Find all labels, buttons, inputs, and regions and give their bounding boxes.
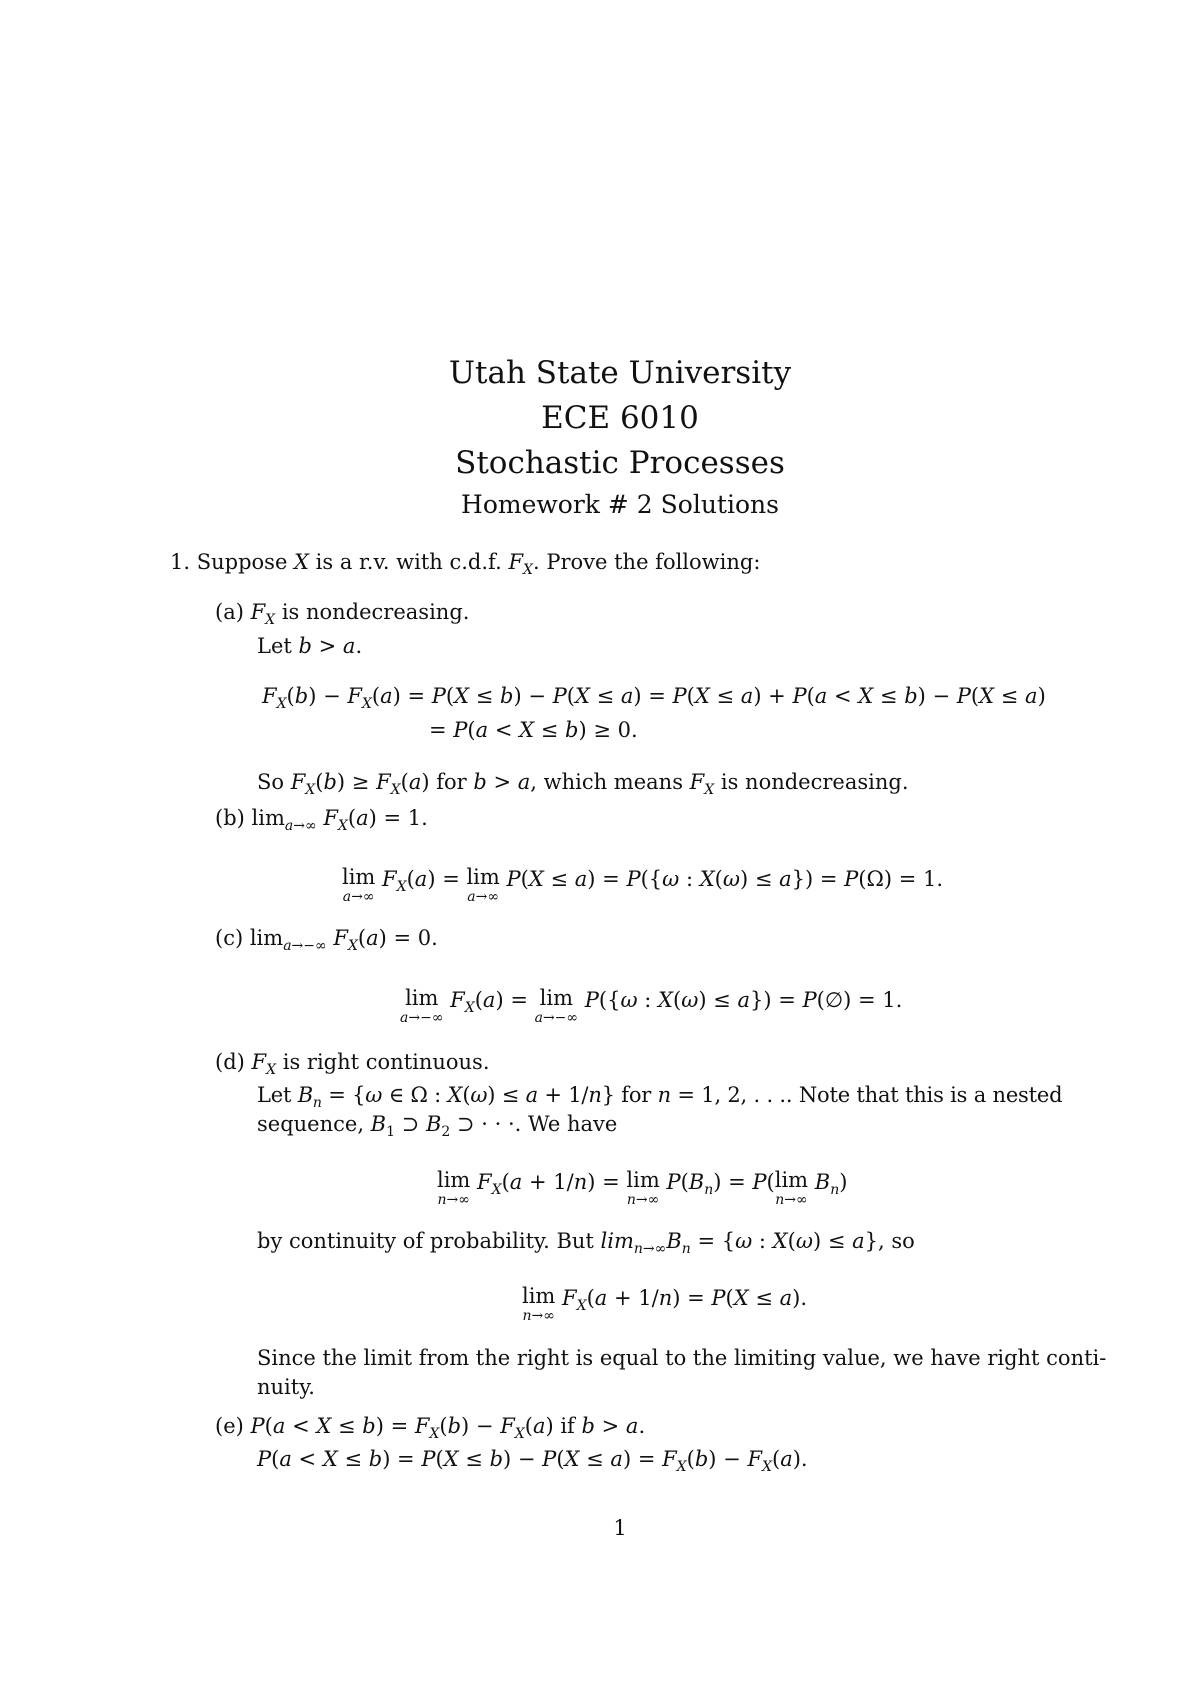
part-e-claim: (e) $P(a < X \le b) = F_X(b) - F_X(a)$ if b > a. [215, 1414, 646, 1443]
part-e-label: (e) [215, 1414, 244, 1438]
part-a-claim: (a) $F_X$ is nondecreasing. [215, 600, 470, 629]
page-number: 1 [613, 1516, 627, 1540]
part-d-claim: (d) $F_X$ is right continuous. [215, 1050, 490, 1079]
part-c-claim: (c) $\lim_{a\to-\infty} F_X(a) = 0$. [215, 926, 438, 955]
part-d-equation2: lim n→∞ $F_X(a + 1/n) = P(X \le a)$. [522, 1284, 808, 1324]
part-d-let-line2: sequence, $B_1$ ⊃ $B_2$ ⊃ · · ·. We have [257, 1112, 618, 1141]
part-a-conclusion: So $F_X(b) \ge F_X(a)$ for b > a, which means $F_X$ is nondecreasing. [257, 770, 909, 799]
part-b-equation: lim a→∞ $F_X(a) = \lim$ a→∞ P(X ≤ a) = P({ω : X(ω) ≤ a}) = P(Ω) = 1. [342, 865, 944, 905]
part-d-middle: by continuity of probability. But $\lim_{n\to\infty}B_n = \{\omega$ : X(ω) ≤ a}, so [257, 1229, 915, 1258]
part-d-conclusion-line2: nuity. [257, 1375, 315, 1399]
part-d-conclusion-line1: Since the limit from the right is equal to the limiting value, we have right conti- [257, 1346, 1107, 1370]
part-b-claim: (b) $\lim_{a\to\infty} F_X(a) = 1$. [215, 806, 428, 835]
part-a-equation-line2: = P(a < X ≤ b) ≥ 0. [429, 718, 638, 742]
university-title: Utah State University [448, 355, 792, 391]
problem-statement: 1. Suppose X is a r.v. with c.d.f. $F_X$. Prove the following: [170, 550, 761, 579]
part-d-let-line1: Let $B_n = \{\omega$ ∈ Ω : X(ω) ≤ a + 1/n} for n = 1, 2, . . .. Note that this is a nested [257, 1083, 1063, 1112]
part-b-label: (b) [215, 806, 245, 830]
part-c-equation: lim a→−∞ $F_X(a) = \lim$ a→−∞ P({ω : X(ω) ≤ a}) = P(∅) = 1. [400, 986, 903, 1026]
part-c-label: (c) [215, 926, 244, 950]
part-e-proof: $P(a < X \le b) = P(X \le b) - P(X \le a) = F_X(b) - F_X(a)$. [257, 1447, 808, 1476]
part-d-label: (d) [215, 1050, 245, 1074]
part-a-equation-line1: $F_X(b) - F_X(a) = P(X \le b) - P(X \le a) = P(X \le a) + P(a < X \le b) - P(X \le a)$ [262, 684, 1046, 713]
part-d-equation1: lim n→∞ $F_X(a + 1/n) = \lim$ n→∞ $P(B_n) = P(\lim$ n→∞ $B_n$) [437, 1168, 848, 1208]
part-a-let: Let b > a. [257, 634, 363, 658]
course-title: Stochastic Processes [455, 445, 785, 481]
course-number: ECE 6010 [541, 400, 699, 436]
part-a-label: (a) [215, 600, 244, 624]
homework-title: Homework # 2 Solutions [461, 490, 779, 519]
problem-number: 1. [170, 550, 191, 574]
